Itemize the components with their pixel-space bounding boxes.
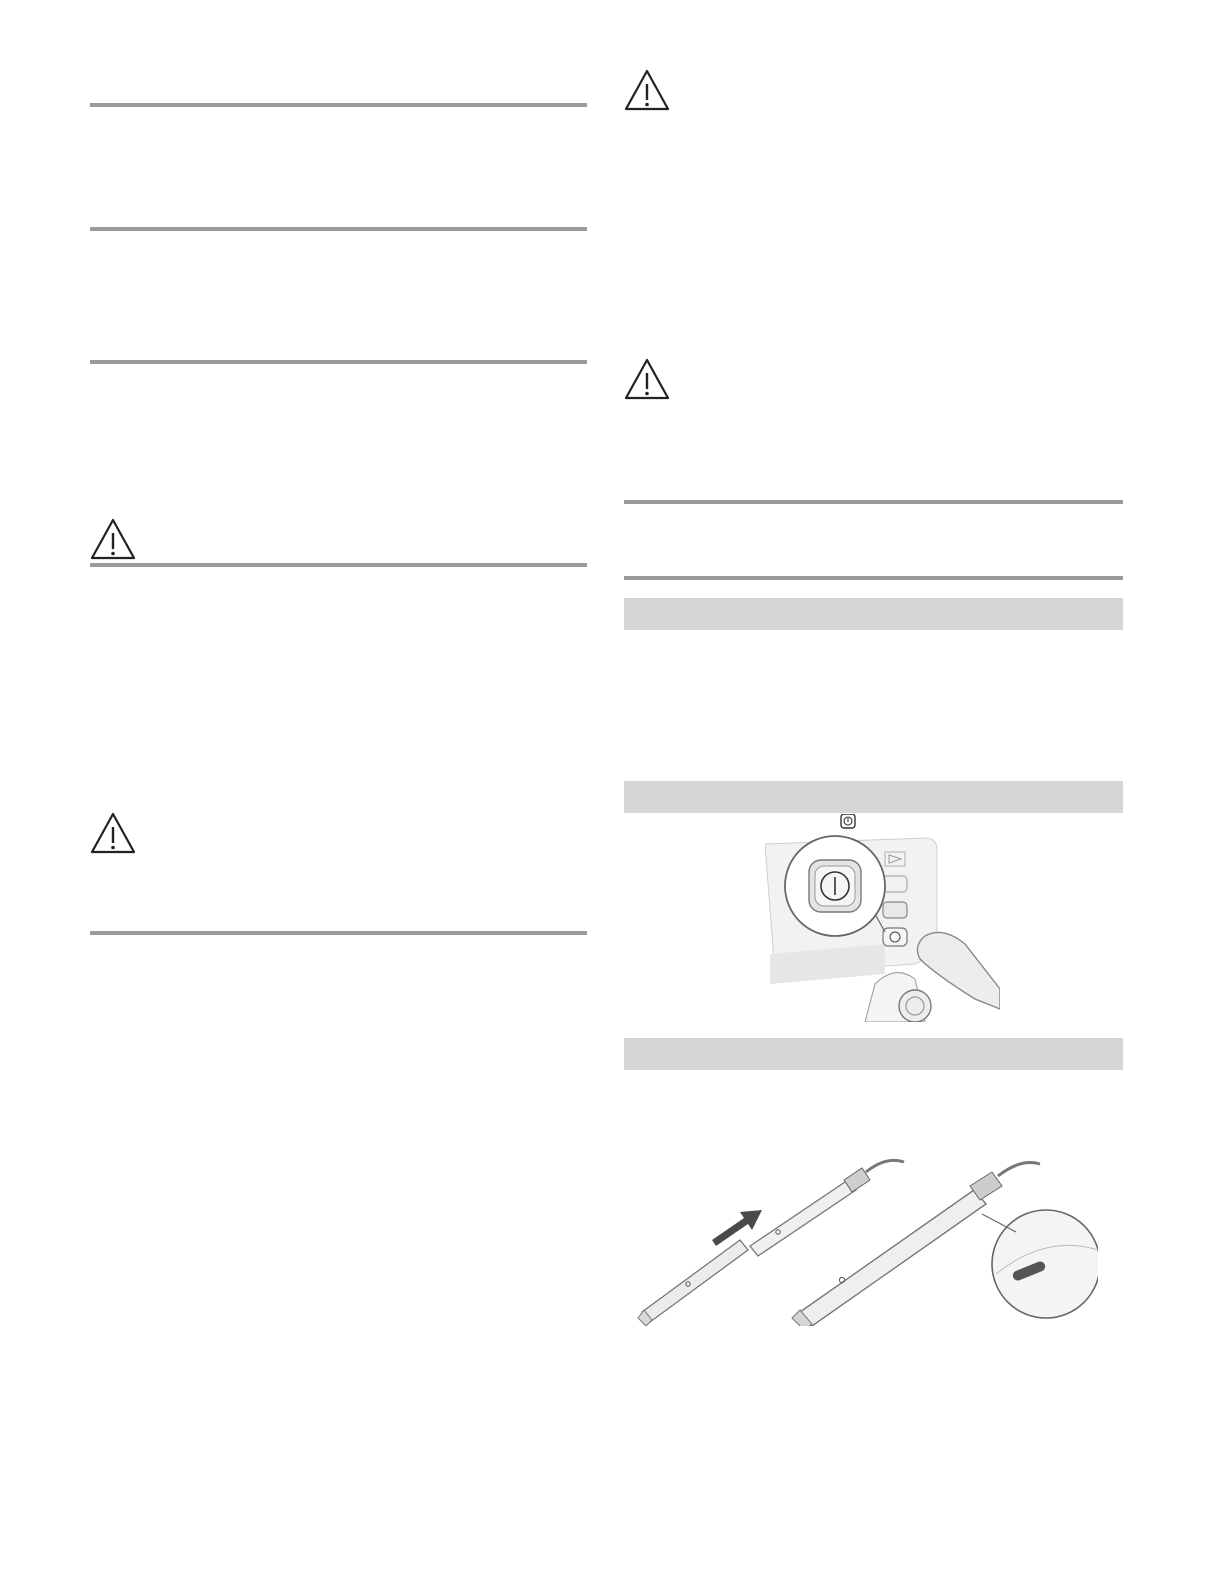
section-rule-3 — [90, 360, 587, 364]
step-header-bar-3 — [624, 1038, 1123, 1070]
power-symbol-icon — [841, 814, 855, 828]
warning-triangle-icon — [624, 69, 670, 111]
warning-triangle-icon — [624, 358, 670, 400]
section-rule-1 — [90, 103, 587, 107]
section-rule-6 — [624, 500, 1123, 504]
warning-triangle-icon — [90, 518, 136, 560]
section-rule-5 — [90, 931, 587, 935]
warning-triangle-icon — [90, 812, 136, 854]
section-rule-4 — [90, 563, 587, 567]
handpiece-body-icon — [750, 1160, 904, 1256]
handpiece-tip-icon — [638, 1240, 748, 1326]
power-button-figure — [765, 814, 1000, 1022]
section-rule-2 — [90, 227, 587, 231]
step-header-bar-1 — [624, 598, 1123, 630]
step-header-bar-2 — [624, 781, 1123, 813]
section-rule-7 — [624, 576, 1123, 580]
handpiece-assembly-figure — [636, 1154, 1098, 1326]
